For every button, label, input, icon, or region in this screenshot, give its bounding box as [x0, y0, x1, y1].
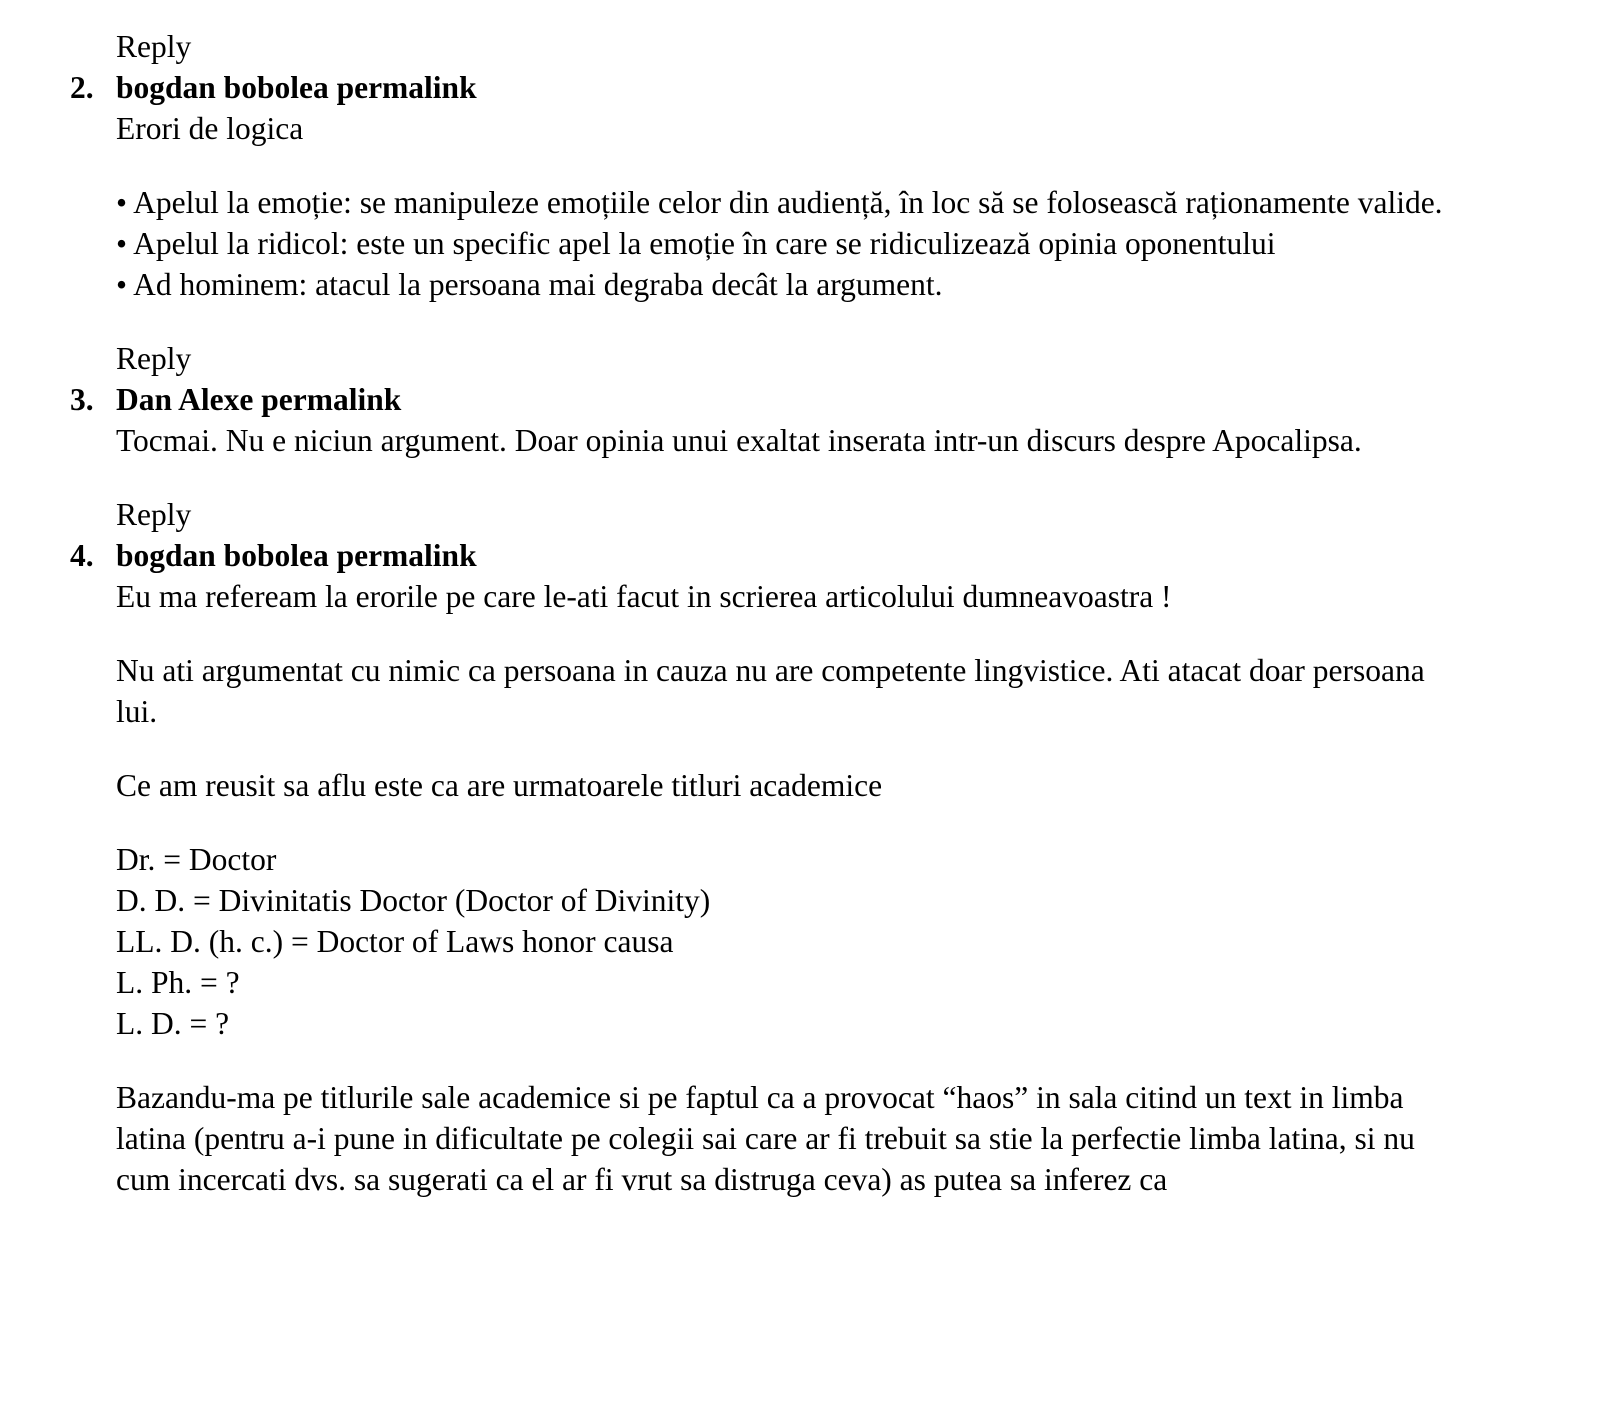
- titles-list: [0, 839, 1600, 1044]
- comment-paragraph: Eu ma refeream la erorile pe care le-ati facut in scrierea articolului dumneavoastra !: [116, 579, 1172, 614]
- reply-link[interactable]: [0, 26, 1600, 67]
- bullet-item: • Apelul la emoție: se manipuleze emoțiile celor din audiență, în loc să se folosească raționamente valide.: [116, 185, 1443, 220]
- title-item: L. D. = ?: [116, 1006, 230, 1041]
- permalink[interactable]: permalink: [336, 70, 477, 105]
- reply-link-text[interactable]: Reply: [116, 29, 192, 64]
- comment-list: [0, 67, 1600, 1200]
- comment-paragraph: Nu ati argumentat cu nimic ca persoana in cauza nu are competente lingvistice. Ati atacat doar persoana lui.: [116, 653, 1425, 729]
- comment-paragraph: Ce am reusit sa aflu este ca are urmatoarele titluri academice: [116, 768, 883, 803]
- title-item: Dr. = Doctor: [116, 842, 277, 877]
- comment-number: 3.: [70, 382, 94, 417]
- comment-author[interactable]: Dan Alexe: [116, 382, 262, 417]
- comment-header: [0, 535, 1600, 576]
- comment-2: [0, 67, 1600, 379]
- reply-link[interactable]: Reply: [116, 497, 192, 532]
- comment-number: 2.: [70, 70, 94, 105]
- comment-4: [0, 535, 1600, 1200]
- comment-3: [0, 379, 1600, 535]
- comment-text: Tocmai. Nu e niciun argument. Doar opinia unui exaltat inserata intr-un discurs despre Apocalipsa.: [116, 423, 1362, 458]
- permalink[interactable]: permalink: [261, 382, 402, 417]
- comment-number: 4.: [70, 538, 94, 573]
- comment-text: Erori de logica: [116, 111, 304, 146]
- bullet-item: • Apelul la ridicol: este un specific apel la emoție în care se ridiculizează opinia oponentului: [116, 226, 1276, 261]
- comment-header: [0, 379, 1600, 420]
- title-item: L. Ph. = ?: [116, 965, 240, 1000]
- bullet-item: • Ad hominem: atacul la persoana mai degraba decât la argument.: [116, 267, 943, 302]
- title-item: LL. D. (h. c.) = Doctor of Laws honor causa: [116, 924, 674, 959]
- reply-link[interactable]: Reply: [116, 341, 192, 376]
- comment-paragraph: Bazandu-ma pe titlurile sale academice si pe faptul ca a provocat “haos” in sala citind un text in limba latina (pentru a-i pune in dificultate pe colegii sai care ar fi trebuit sa stie la perfectie limba latina, si nu cum incercati dvs. sa sugerati ca el ar fi vrut sa distruga ceva) as putea sa inferez ca: [116, 1080, 1415, 1197]
- title-item: D. D. = Divinitatis Doctor (Doctor of Divinity): [116, 883, 711, 918]
- comment-author[interactable]: bogdan bobolea: [116, 538, 337, 573]
- comment-header: [0, 67, 1600, 108]
- permalink[interactable]: permalink: [336, 538, 477, 573]
- bullet-list: [0, 182, 1476, 305]
- comment-author[interactable]: bogdan bobolea: [116, 70, 337, 105]
